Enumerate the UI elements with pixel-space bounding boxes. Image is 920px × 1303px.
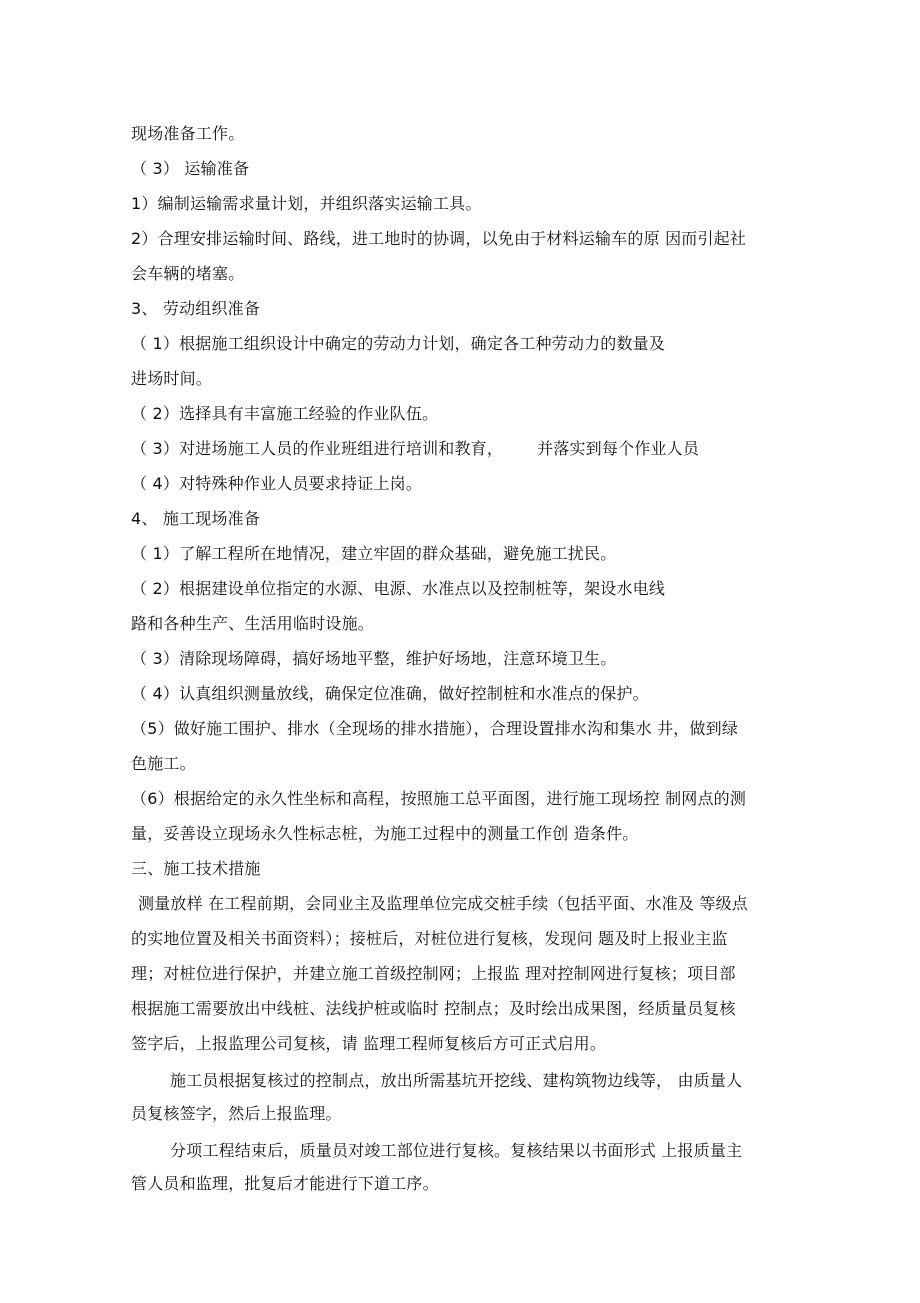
text-line: 会车辆的堵塞。 (131, 264, 245, 283)
text-line: 签字后，上报监理公司复核，请 监理工程师复核后方可正式启用。 (131, 1034, 607, 1053)
section-heading: 4、 施工现场准备 (131, 509, 261, 528)
text-line: 分项工程结束后，质量员对竣工部位进行复核。复核结果以书面形式 上报质量主 (170, 1141, 743, 1160)
text-line: （ 2）根据建设单位指定的水源、电源、水准点以及控制桩等，架设水电线 (131, 579, 666, 598)
text-line: 2）合理安排运输时间、路线，进工地时的协调，以免由于材料运输车的原 因而引起社 (131, 229, 747, 248)
text-line: 量，妥善设立现场永久性标志桩，为施工过程中的测量工作创 造条件。 (131, 824, 639, 843)
text-line: （ 1）根据施工组织设计中确定的劳动力计划，确定各工种劳动力的数量及 (131, 334, 666, 353)
text-line: 员复核签字，然后上报监理。 (131, 1104, 342, 1123)
text-line: （6）根据给定的永久性坐标和高程，按照施工总平面图，进行施工现场控 制网点的测 (131, 789, 747, 808)
section-heading: 3、 劳动组织准备 (131, 299, 261, 318)
text-line: （ 4）认真组织测量放线，确保定位准确，做好控制桩和水准点的保护。 (131, 684, 649, 703)
section-heading: （ 3） 运输准备 (131, 159, 250, 178)
text-line: 理；对桩位进行保护，并建立施工首级控制网；上报监 理对控制网进行复核；项目部 (131, 964, 736, 983)
text-line: （ 1）了解工程所在地情况，建立牢固的群众基础，避免施工扰民。 (131, 544, 617, 563)
text-line: （ 3）清除现场障碍，搞好场地平整，维护好场地，注意环境卫生。 (131, 649, 617, 668)
text-line: 测量放样 在工程前期，会同业主及监理单位完成交桩手续（包括平面、水准及 等级点 (138, 894, 748, 913)
text-line: 色施工。 (131, 754, 196, 773)
text-line: （ 2）选择具有丰富施工经验的作业队伍。 (131, 404, 439, 423)
text-line: 路和各种生产、生活用临时设施。 (131, 614, 375, 633)
text-line: 现场准备工作。 (131, 124, 245, 143)
text-line: （ 4）对特殊种作业人员要求持证上岗。 (131, 474, 423, 493)
text-line: 进场时间。 (131, 369, 213, 388)
text-line: 施工员根据复核过的控制点，放出所需基坑开挖线、建构筑物边线等， 由质量人 (170, 1071, 743, 1090)
text-line: （5）做好施工围护、排水（全现场的排水措施），合理设置排水沟和集水 井，做到绿 (131, 719, 739, 738)
text-line: 管人员和监理，批复后才能进行下道工序。 (131, 1174, 439, 1193)
text-line: 根据施工需要放出中线桩、法线护桩或临时 控制点；及时绘出成果图，经质量员复核 (131, 999, 736, 1018)
text-segment: 并落实到每个作业人员 (537, 439, 700, 458)
text-line: 的实地位置及相关书面资料）；接桩后，对桩位进行复核，发现问 题及时上报业主监 (131, 929, 728, 948)
text-segment: （ 3）对进场施工人员的作业班组进行培训和教育， (131, 439, 504, 458)
text-line (131, 439, 699, 459)
text-line: 1）编制运输需求量计划，并组织落实运输工具。 (131, 194, 482, 213)
section-heading: 三、施工技术措施 (131, 859, 261, 878)
